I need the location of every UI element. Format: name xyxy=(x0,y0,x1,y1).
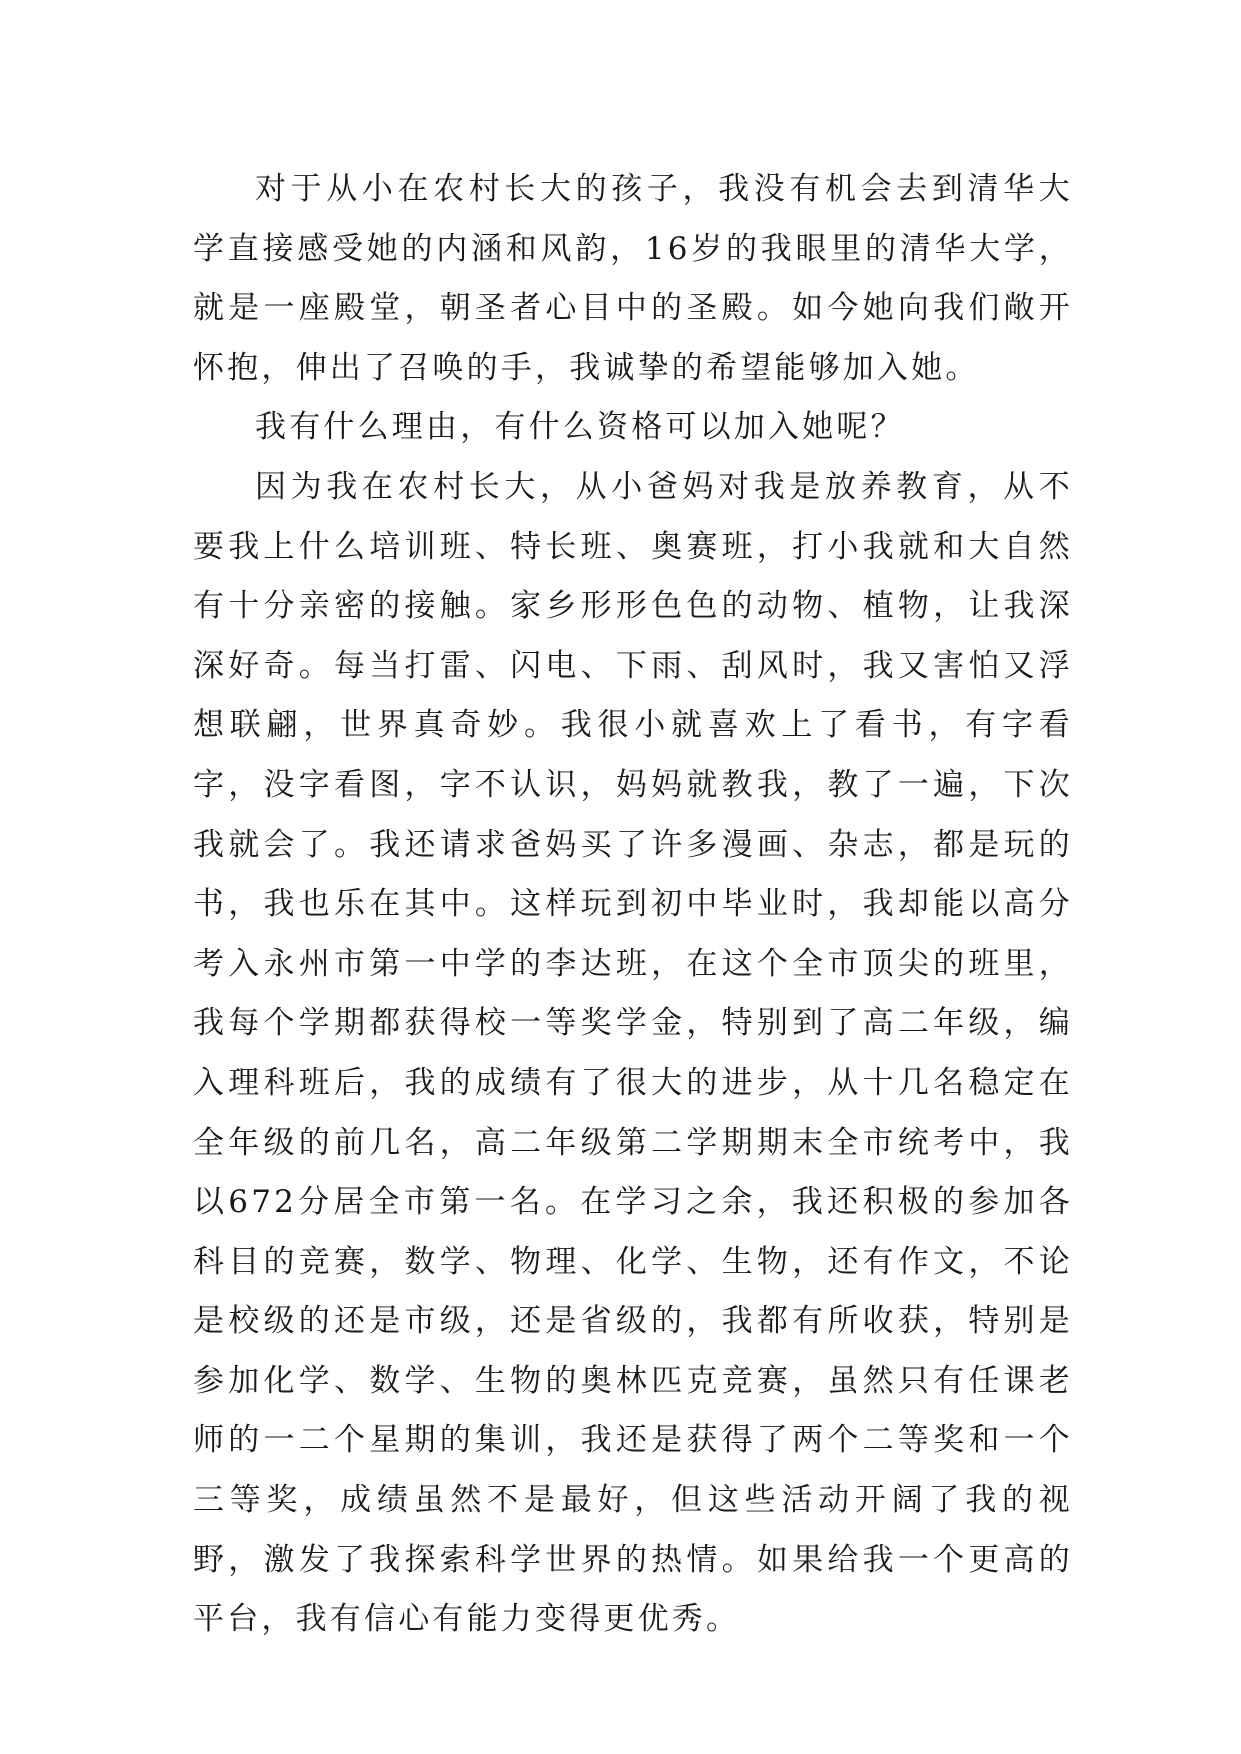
paragraph: 因为我在农村长大，从小爸妈对我是放养教育，从不要我上什么培训班、特长班、奥赛班，打小我就和大自然有十分亲密的接触。家乡形形色色的动物、植物，让我深深好奇。每当打雷、闪电、下雨、刮风时，我又害怕又浮想联翩，世界真奇妙。我很小就喜欢上了看书，有字看字，没字看图，字不认识，妈妈就教我，教了一遍，下次我就会了。我还请求爸妈买了许多漫画、杂志，都是玩的书，我也乐在其中。这样玩到初中毕业时，我却能以高分考入永州市第一中学的李达班，在这个全市顶尖的班里，我每个学期都获得校一等奖学金，特别到了高二年级，编入理科班后，我的成绩有了很大的进步，从十几名稳定在全年级的前几名，高二年级第二学期期末全市统考中，我以672分居全市第一名。在学习之余，我还积极的参加各科目的竞赛，数学、物理、化学、生物，还有作文，不论是校级的还是市级，还是省级的，我都有所收获，特别是参加化学、数学、生物的奥林匹克竞赛，虽然只有任课老师的一二个星期的集训，我还是获得了两个二等奖和一个三等奖，成绩虽然不是最好，但这些活动开阔了我的视野，激发了我探索科学世界的热情。如果给我一个更高的平台，我有信心有能力变得更优秀。 xyxy=(193,468,1073,1638)
paragraph: 对于从小在农村长大的孩子，我没有机会去到清华大学直接感受她的内涵和风韵，16岁的我眼里的清华大学，就是一座殿堂，朝圣者心目中的圣殿。如今她向我们敞开怀抱，伸出了召唤的手，我诚挚的希望能够加入她。 xyxy=(193,171,1073,386)
body-text xyxy=(193,160,1073,1650)
paragraph: 我有什么理由，有什么资格可以加入她呢？ xyxy=(255,409,905,446)
